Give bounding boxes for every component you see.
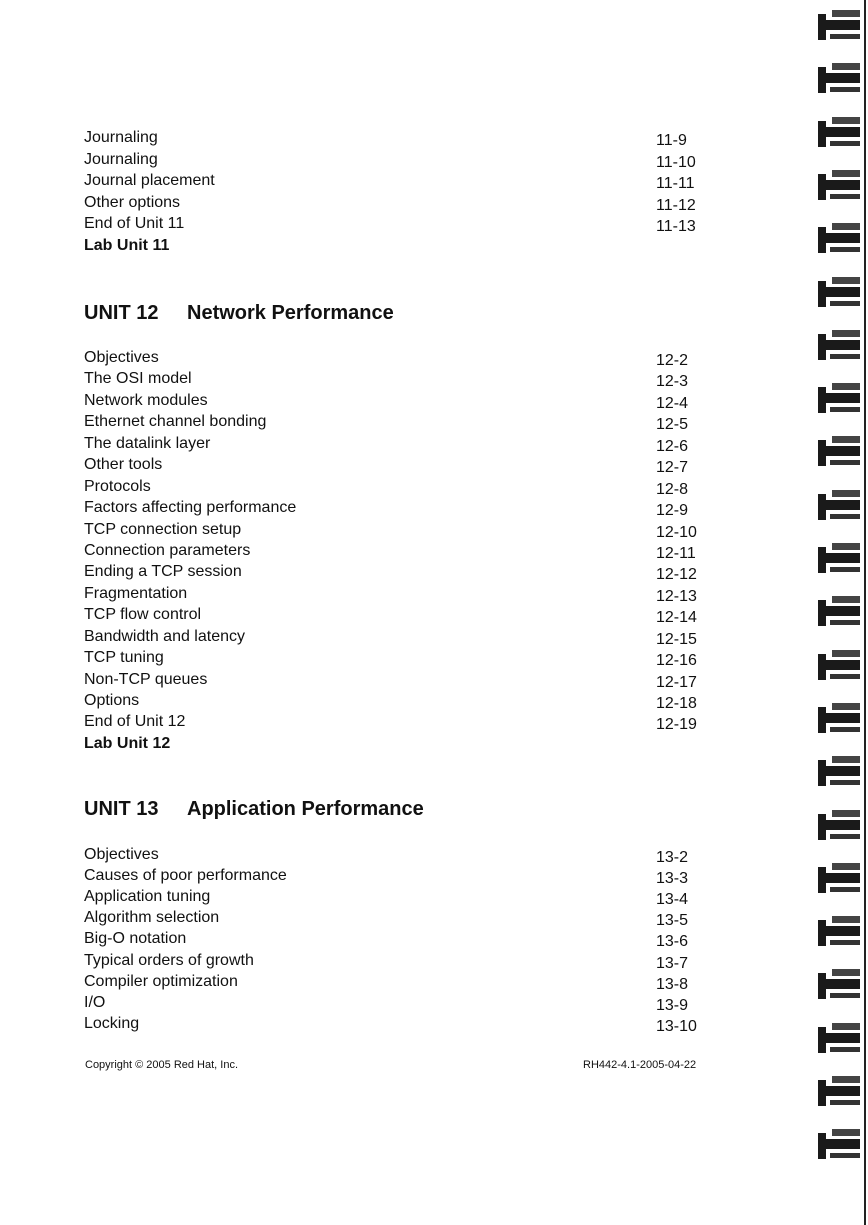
entry-title: Bandwidth and latency: [84, 628, 245, 645]
lab-title: Lab Unit 12: [84, 735, 171, 752]
entry-page: 12-4: [656, 395, 689, 412]
entry-page: 11-13: [656, 218, 696, 235]
toc-entry: [0, 369, 760, 391]
binding-ring: [818, 223, 858, 257]
entry-page: 11-9: [656, 132, 687, 149]
spiral-binding: [812, 0, 868, 1225]
entry-page: 12-3: [656, 373, 689, 390]
entry-page: 13-8: [656, 976, 689, 993]
binding-ring: [818, 170, 858, 204]
toc-entry: [0, 648, 760, 670]
unit-title: Application Performance: [187, 798, 424, 820]
toc-entry: [0, 434, 760, 456]
entry-page: 11-10: [656, 154, 696, 171]
toc-entry: [0, 498, 760, 520]
entry-title: Objectives: [84, 349, 159, 366]
binding-ring: [818, 916, 858, 950]
entry-page: 13-10: [656, 1018, 697, 1035]
binding-ring: [818, 650, 858, 684]
entry-page: 13-2: [656, 849, 689, 866]
binding-ring: [818, 383, 858, 417]
entry-title: TCP connection setup: [84, 521, 242, 538]
entry-page: 12-16: [656, 652, 697, 669]
lab-title: Lab Unit 11: [84, 237, 170, 254]
binding-ring: [818, 436, 858, 470]
entry-page: 12-2: [656, 352, 689, 369]
entry-title: Options: [84, 692, 140, 709]
entry-page: 12-7: [656, 459, 689, 476]
entry-title: Application tuning: [84, 888, 211, 905]
unit-heading: [84, 798, 424, 821]
entry-title: Ethernet channel bonding: [84, 413, 267, 430]
entry-title: Non-TCP queues: [84, 671, 208, 688]
entry-page: 13-7: [656, 955, 689, 972]
entry-page: 12-14: [656, 609, 697, 626]
binding-edge: [864, 0, 866, 1225]
entry-title: Causes of poor performance: [84, 867, 287, 884]
binding-ring: [818, 1023, 858, 1057]
toc-entry: [0, 193, 760, 215]
entry-page: 12-12: [656, 566, 697, 583]
binding-ring: [818, 117, 858, 151]
entry-title: Journal placement: [84, 172, 215, 189]
entry-title: Journaling: [84, 151, 158, 168]
toc-entry: [0, 951, 760, 973]
entry-page: 11-12: [656, 197, 696, 214]
entry-title: End of Unit 11: [84, 215, 185, 232]
toc-entry: [0, 562, 760, 584]
binding-ring: [818, 756, 858, 790]
toc-entry: [0, 171, 760, 193]
entry-title: The datalink layer: [84, 435, 211, 452]
entry-title: Connection parameters: [84, 542, 251, 559]
entry-page: 13-6: [656, 933, 689, 950]
binding-ring: [818, 10, 858, 44]
toc-entry: [0, 150, 760, 172]
toc-entry: [0, 691, 760, 713]
entry-page: 12-13: [656, 588, 697, 605]
toc-entry: [0, 455, 760, 477]
unit-title: Network Performance: [187, 302, 394, 324]
binding-ring: [818, 330, 858, 364]
entry-page: 12-15: [656, 631, 697, 648]
toc-entry: [0, 214, 760, 236]
toc-entry: [0, 908, 760, 930]
toc-entry: [0, 477, 760, 499]
binding-ring: [818, 490, 858, 524]
binding-ring: [818, 703, 858, 737]
entry-title: End of Unit 12: [84, 713, 186, 730]
entry-page: 12-19: [656, 716, 697, 733]
entry-title: Locking: [84, 1015, 140, 1032]
entry-page: 12-9: [656, 502, 689, 519]
binding-ring: [818, 63, 858, 97]
entry-title: Ending a TCP session: [84, 563, 242, 580]
entry-title: Typical orders of growth: [84, 952, 254, 969]
entry-page: 12-10: [656, 524, 697, 541]
entry-page: 12-6: [656, 438, 689, 455]
toc-entry: [0, 866, 760, 888]
toc-entry: [0, 845, 760, 867]
toc-entry: [0, 128, 760, 150]
entry-page: 12-17: [656, 674, 697, 691]
toc-entry: [0, 929, 760, 951]
entry-title: TCP tuning: [84, 649, 164, 666]
toc-entry: [0, 605, 760, 627]
unit-number: UNIT 13: [84, 798, 159, 820]
entry-title: Journaling: [84, 129, 158, 146]
unit-number: UNIT 12: [84, 302, 159, 324]
entry-title: Factors affecting performance: [84, 499, 297, 516]
copyright-notice: Copyright © 2005 Red Hat, Inc.: [85, 1059, 239, 1071]
binding-ring: [818, 863, 858, 897]
entry-title: Network modules: [84, 392, 208, 409]
entry-title: Compiler optimization: [84, 973, 238, 990]
toc-entry: [0, 520, 760, 542]
entry-page: 13-9: [656, 997, 689, 1014]
entry-page: 11-11: [656, 175, 695, 192]
lab-entry: [0, 236, 760, 258]
binding-ring: [818, 969, 858, 1003]
entry-title: The OSI model: [84, 370, 192, 387]
entry-title: Algorithm selection: [84, 909, 220, 926]
entry-page: 13-3: [656, 870, 689, 887]
toc-entry: [0, 348, 760, 370]
binding-ring: [818, 543, 858, 577]
entry-page: 12-5: [656, 416, 689, 433]
toc-entry: [0, 670, 760, 692]
binding-ring: [818, 1129, 858, 1163]
toc-entry: [0, 541, 760, 563]
lab-entry: [0, 734, 760, 756]
document-code: RH442-4.1-2005-04-22: [583, 1059, 697, 1071]
toc-entry: [0, 972, 760, 994]
entry-title: I/O: [84, 994, 106, 1011]
toc-entry: [0, 993, 760, 1015]
toc-entry: [0, 584, 760, 606]
binding-ring: [818, 810, 858, 844]
entry-page: 13-4: [656, 891, 689, 908]
entry-page: 12-18: [656, 695, 697, 712]
entry-title: TCP flow control: [84, 606, 202, 623]
toc-entry: [0, 712, 760, 734]
binding-ring: [818, 596, 858, 630]
binding-ring: [818, 1076, 858, 1110]
entry-title: Other options: [84, 194, 181, 211]
toc-entry: [0, 391, 760, 413]
entry-page: 12-8: [656, 481, 689, 498]
toc-entry: [0, 1014, 760, 1036]
entry-title: Objectives: [84, 846, 159, 863]
entry-title: Protocols: [84, 478, 151, 495]
entry-title: Other tools: [84, 456, 163, 473]
entry-title: Big-O notation: [84, 930, 187, 947]
binding-ring: [818, 277, 858, 311]
entry-page: 12-11: [656, 545, 696, 562]
toc-entry: [0, 887, 760, 909]
unit-heading: [84, 302, 394, 325]
entry-title: Fragmentation: [84, 585, 188, 602]
toc-entry: [0, 412, 760, 434]
toc-entry: [0, 627, 760, 649]
entry-page: 13-5: [656, 912, 689, 929]
